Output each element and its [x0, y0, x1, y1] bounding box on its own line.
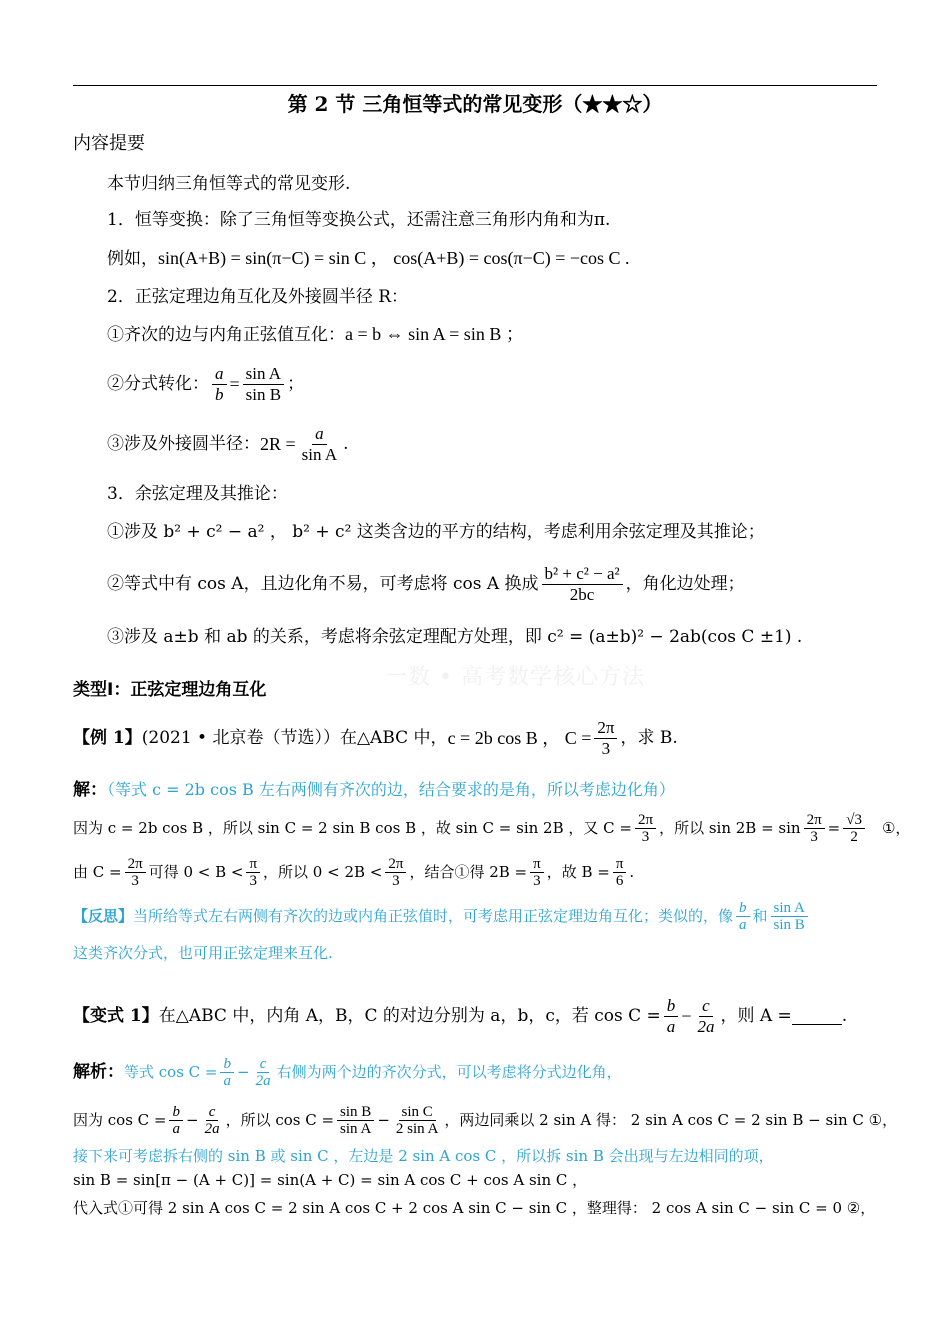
fraction: $\frac{c}{2a}$ — [204, 1103, 220, 1137]
fraction: $\frac{\text{sin A}}{\text{sin B}}$ — [243, 364, 284, 405]
fraction: $\frac{2\pi}{3}$ — [635, 812, 656, 845]
summary-intro: 本节归纳三角恒等式的常见变形. — [107, 174, 351, 194]
fraction: $\frac{b}{a}$ — [736, 900, 750, 933]
item-label: ①齐次的边与内角正弦值互化： — [107, 325, 345, 345]
variant1-analysis-hint: 解析： 等式 cos C = $\frac{b}{a}$ − $\frac{c}{2a}$ 右侧为两个边的齐次分式，可以考虑将分式边化角， — [73, 1055, 622, 1089]
fraction: $\frac{a}{\text{sin A}}$ — [301, 423, 338, 464]
fraction: $\frac{2\pi}{3}$ — [125, 856, 146, 889]
fraction: $\frac{b}{a}$ — [664, 996, 679, 1037]
page-title: 第 2 节 三角恒等式的常见变形（★★☆） — [287, 92, 663, 116]
analysis-label: 解析： — [73, 1062, 124, 1082]
fraction: $\frac{c}{2a}$ — [697, 995, 715, 1036]
summary-p3-item2: ②等式中有 cos A，且边化角不易，可考虑将 cos A 换成 $\frac{\text{b² + c² − a²}}{2bc}$ ，角化边处理； — [107, 563, 745, 604]
item-expr: a = b ⇔ sin A = sin B ； — [345, 324, 524, 344]
fraction: $\frac{\text{sin C}}{\text{2 sin A}}$ — [395, 1103, 439, 1137]
fraction: $\frac{b}{a}$ — [169, 1104, 183, 1137]
fraction: $\frac{2\pi}{3}$ — [385, 856, 406, 889]
variant-label: 【变式 1】 — [73, 1006, 159, 1026]
example1-solution-line2: 由 C = $\frac{2\pi}{3}$ 可得 0 < B < $\frac{\pi}{3}$ ，所以 0 < 2B < $\frac{2\pi}{3}$ ，结合①得 2B = $\frac{\pi}{3}$ ，故 B = $\frac{\pi}{6}$ . — [73, 855, 635, 889]
variant1-analysis-line4: 代入式①可得 2 sin A cos C = 2 sin A cos C + 2 cos A sin C − sin C ，整理得： 2 cos A sin C − sin C = 0 ②， — [73, 1199, 876, 1217]
fraction: $\frac{\pi}{3}$ — [246, 856, 260, 889]
fraction: $\frac{c}{2a}$ — [255, 1055, 271, 1089]
summary-p1: 1．恒等变换：除了三角恒等变换公式，还需注意三角形内角和为π. — [107, 210, 611, 230]
summary-heading: 内容提要 — [73, 133, 145, 154]
summary-p2-item3: ③涉及外接圆半径： 2R = $\frac{a}{\text{sin A}}$ . — [107, 423, 349, 464]
summary-p2-item2: ②分式转化： $\frac{a}{b}$ = $\frac{\text{sin A}}{\text{sin B}}$ ； — [107, 363, 305, 404]
summary-p2-item1 — [107, 324, 524, 345]
summary-p3-item1: ①涉及 b² + c² − a² ， b² + c² 这类含边的平方的结构，考虑利用余弦定理及其推论； — [107, 522, 765, 542]
fraction: $\frac{2\pi}{3}$ — [804, 812, 825, 845]
item-label: ②分式转化： — [107, 374, 209, 394]
example1-reflection: 【反思】 当所给等式左右两侧有齐次的边或内角正弦值时，可考虑用正弦定理边角互化；类似的，像 $\frac{b}{a}$ 和 $\frac{\text{sin A}}{\text{sin B}}$ — [73, 894, 811, 938]
example1-reflection-cont: 这类齐次分式，也可用正弦定理来互化. — [73, 944, 333, 962]
example-expr: sin(A+B) = sin(π−C) = sin C ， cos(A+B) = cos(π−C) = −cos C . — [158, 248, 630, 268]
fraction: $\frac{a}{b}$ — [212, 364, 227, 405]
variant1-analysis-line3: sin B = sin[π − (A + C)] = sin(A + C) = sin A cos C + cos A sin C ， — [73, 1171, 588, 1189]
solution-label: 解： — [73, 780, 107, 800]
fraction: $\frac{\pi}{3}$ — [530, 856, 544, 889]
header-rule — [73, 85, 877, 86]
example-label: 例如， — [107, 249, 158, 269]
summary-p3: 3．余弦定理及其推论： — [107, 484, 288, 504]
fraction: $\frac{2\pi}{3}$ — [594, 718, 617, 759]
example1-solution-hint: 解：（等式 c = 2b cos B 左右两侧有齐次的边，结合要求的是角，所以考虑边化角） — [73, 780, 675, 800]
fraction: $\frac{\text{sin A}}{\text{sin B}}$ — [771, 900, 808, 933]
reflection-label: 【反思】 — [73, 907, 134, 925]
variant1-analysis-line2: 接下来可考虑拆右侧的 sin B 或 sin C ，左边是 2 sin A cos C ，所以拆 sin B 会出现与左边相同的项， — [73, 1147, 774, 1165]
example1-problem: 【例 1】 (2021 • 北京卷（节选））在△ABC 中， c = 2b cos B ， C = $\frac{2\pi}{3}$ ，求 B. — [73, 717, 678, 758]
type1-heading: 类型Ⅰ：正弦定理边角互化 — [73, 680, 267, 700]
item-label: ③涉及外接圆半径： — [107, 434, 260, 454]
fraction: $\frac{\pi}{6}$ — [613, 856, 627, 889]
summary-p1-example — [107, 248, 630, 269]
variant1-problem: 【变式 1】 在△ABC 中，内角 A，B，C 的对边分别为 a，b，c，若 cos C = $\frac{b}{a}$ − $\frac{c}{2a}$ ，则 A = . — [73, 995, 848, 1036]
example1-solution-line1: 因为 c = 2b cos B ，所以 sin C = 2 sin B cos B ，故 sin C = sin 2B ，又 C = $\frac{2\pi}{3}$ ，所以 sin 2B = sin $\frac{2\pi}{3}$ = $\frac{√3}{2}$ ①， — [73, 811, 911, 845]
fraction: $\frac{√3}{2}$ — [843, 812, 865, 845]
summary-p2: 2．正弦定理边角互化及外接圆半径 R： — [107, 287, 409, 307]
fraction: $\frac{\text{sin B}}{\text{sin A}}$ — [337, 1104, 374, 1137]
watermark: 一数 • 高考数学核心方法 — [385, 665, 645, 690]
fraction: $\frac{b}{a}$ — [220, 1056, 234, 1089]
summary-p3-item3: ③涉及 a±b 和 ab 的关系，考虑将余弦定理配方处理，即 c² = (a±b)² − 2ab(cos C ±1) . — [107, 627, 803, 647]
variant1-analysis-line1: 因为 cos C = $\frac{b}{a}$ − $\frac{c}{2a}$ ，所以 cos C = $\frac{\text{sin B}}{\text{sin A}}$ − $\frac{\text{sin C}}{\text{2 sin A}}$ ，两边同乘以 2 sin A 得： 2 sin A cos C = 2 sin B − sin C ①， — [73, 1103, 898, 1137]
example-label: 【例 1】 — [73, 728, 142, 748]
answer-blank[interactable] — [792, 1008, 842, 1025]
fraction: $\frac{\text{b² + c² − a²}}{2bc}$ — [542, 564, 623, 605]
